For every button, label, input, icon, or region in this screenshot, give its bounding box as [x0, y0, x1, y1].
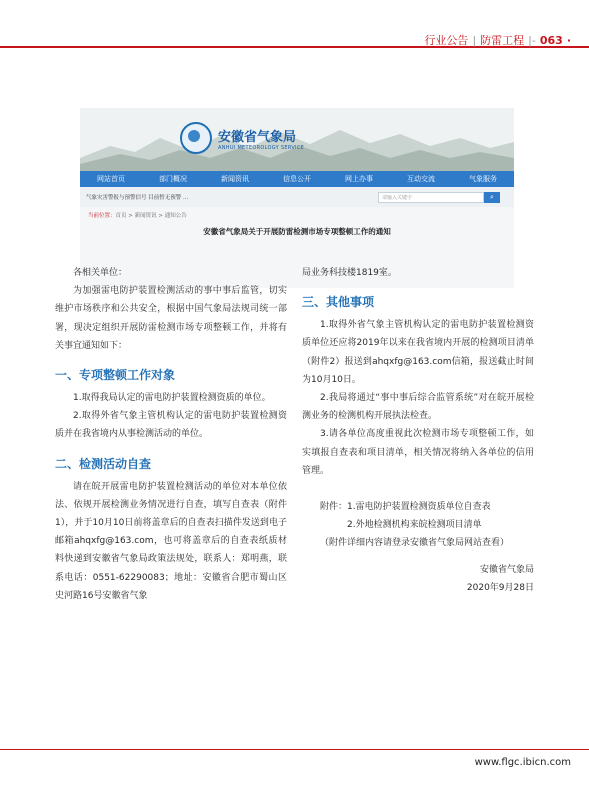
search-button[interactable] [484, 192, 500, 203]
left-column [55, 264, 287, 605]
spacer [302, 480, 534, 498]
intro-paragraph: 为加强雷电防护装置检测活动的事中事后监管，切实维护市场秩序和公共安全，根据中国气象局法规司统一部署，现决定组织开展防雷检测市场专项整顿工作，并将有关事宜通知如下： [55, 286, 287, 351]
search-icon: ⌕ [490, 193, 494, 201]
breadcrumb-path[interactable]: 首页 > 新闻资讯 > 通知公告 [115, 213, 187, 219]
section-heading-1: 一、专项整顿工作对象 [55, 368, 176, 383]
nav-item-weather-service[interactable]: 气象服务 [469, 175, 497, 183]
section3-item-1: 1.取得外省气象主管机构认定的雷电防护装置检测资质单位还应将2019年以来在我省境内开展的检测项目清单（附件2）报送到ahqxfg@163.com信箱，报送截止时间为10月10日。 [302, 320, 534, 385]
warning-notice-text: 气象灾害警报与预警信号 目前暂无预警 ... [86, 195, 189, 201]
nav-item-home[interactable]: 网站首页 [97, 175, 125, 183]
logo-subtitle: ANHUI METEOROLOGY SERVICE [218, 144, 305, 151]
page-number-mark: · [566, 33, 571, 47]
breadcrumb [88, 211, 187, 219]
attachment-2: 2.外地检测机构来皖检测项目清单 [347, 520, 482, 531]
site-logo[interactable] [180, 122, 304, 154]
section-heading-3: 三、其他事项 [302, 295, 375, 310]
nav-item-about[interactable]: 部门概况 [159, 175, 187, 183]
attachment-1: 附件：1.雷电防护装置检测资质单位自查表 [320, 502, 491, 513]
section-heading-2: 二、检测活动自查 [55, 456, 152, 471]
running-header [424, 32, 571, 48]
header-section: 防雷工程 [480, 34, 525, 47]
section1-item-1: 1.取得我局认定的雷电防护装置检测资质的单位。 [73, 393, 271, 404]
website-screenshot [80, 108, 514, 288]
address-continuation: 局业务科技楼1819室。 [302, 268, 397, 278]
header-category: 行业公告 [424, 34, 469, 47]
section1-item-2: 2.取得外省气象主管机构认定的雷电防护装置检测资质并在我省境内从事检测活动的单位。 [55, 411, 287, 440]
footer-rule [0, 749, 589, 750]
site-search-input[interactable]: 请输入关键字 [378, 192, 484, 203]
signature-date: 2020年9月28日 [466, 582, 534, 593]
section3-item-2: 2.我局将通过“事中事后综合监管系统”对在皖开展检测业务的检测机构开展执法检查。 [302, 393, 534, 422]
nav-item-news[interactable]: 新闻资讯 [221, 175, 249, 183]
meteorology-emblem-icon [180, 122, 212, 154]
nav-item-interaction[interactable]: 互动交流 [407, 175, 435, 183]
warning-notice-bar [80, 187, 514, 207]
attachment-note: （附件详细内容请登录安徽省气象局网站查看） [320, 538, 510, 549]
header-separator: | [472, 33, 477, 47]
nav-item-services-online[interactable]: 网上办事 [345, 175, 373, 183]
section2-paragraph: 请在皖开展雷电防护装置检测活动的单位对本单位依法、依规开展检测业务情况进行自查，填写自查表（附件1），并于10月10日前将盖章后的自查表扫描件发送到电子邮箱ahqxfg@163.com，也可将盖章后的自查表纸质材料快递到安徽省气象局政策法规处，联系人：郑明燕，联系电话：0551-62290083；地址：安徽省合肥市蜀山区史河路16号安徽省气象 [55, 481, 287, 601]
breadcrumb-label: 当前位置： [88, 213, 116, 219]
notice-title: 安徽省气象局关于开展防雷检测市场专项整顿工作的通知 [203, 227, 391, 236]
signature-org: 安徽省气象局 [479, 564, 534, 575]
spacer [302, 553, 534, 561]
nav-item-disclosure[interactable]: 信息公开 [283, 175, 311, 183]
header-separator: |- [528, 33, 536, 47]
right-column [302, 264, 534, 597]
footer-url[interactable]: www.flgc.ibicn.com [474, 757, 571, 768]
section3-item-3: 3.请各单位高度重视此次检测市场专项整顿工作，如实填报自查表和项目清单，相关情况将纳入各单位的信用管理。 [302, 429, 534, 476]
logo-title: 安徽省气象局 [218, 129, 297, 145]
page-number: 063 [539, 33, 563, 47]
site-navbar [80, 171, 514, 187]
greeting: 各相关单位： [73, 268, 128, 278]
